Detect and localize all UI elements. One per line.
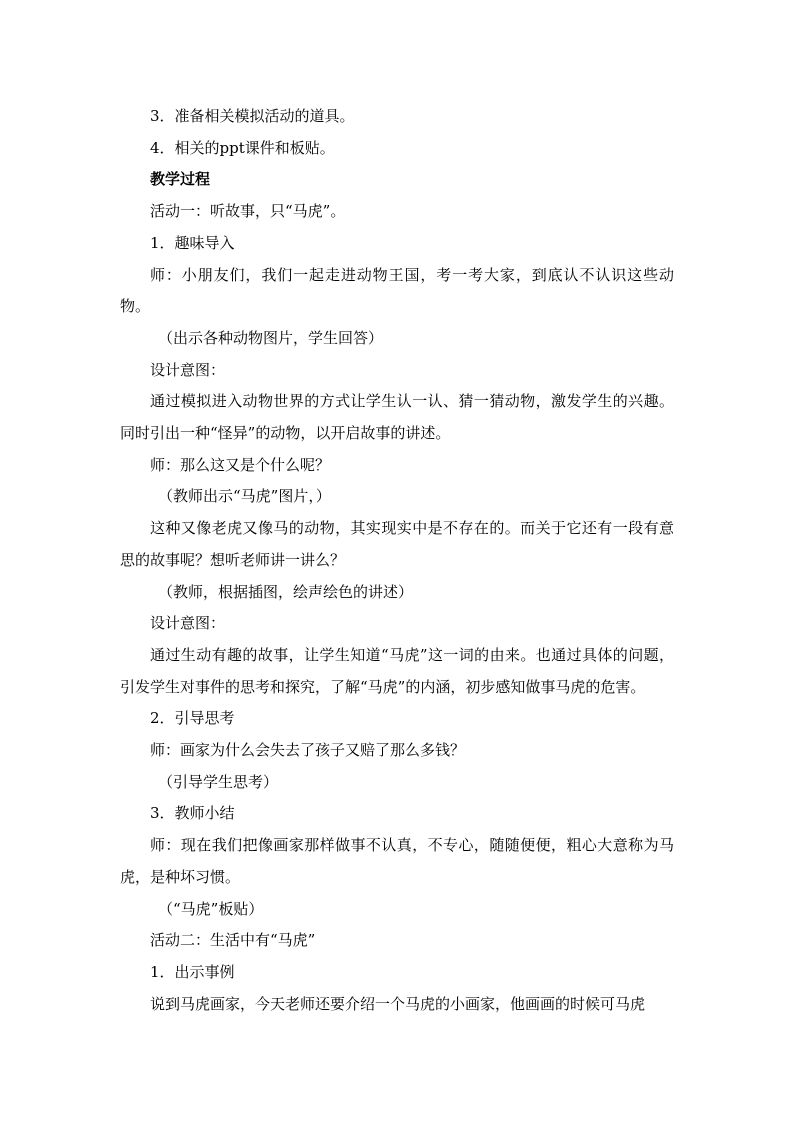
- paragraph: 师：小朋友们，我们一起走进动物王国，考一考大家，到底认不认识这些动物。: [120, 265, 674, 316]
- paragraph: 通过生动有趣的故事，让学生知道“马虎”这一词的由来。也通过具体的问题，引发学生对事件的思考和探究，了解“马虎”的内涵，初步感知做事马虎的危害。: [120, 645, 674, 696]
- paragraph: 2．引导思考: [150, 709, 235, 728]
- paragraph: 设计意图：: [150, 614, 226, 633]
- paragraph: 活动二：生活中有“马虎”: [150, 931, 316, 950]
- paragraph: 1．出示事例: [150, 962, 235, 981]
- paragraph: （教师出示“马虎”图片，）: [158, 487, 331, 506]
- paragraph: 1．趣味导入: [150, 233, 235, 252]
- section-heading: 教学过程: [150, 170, 211, 189]
- paragraph: （教师，根据插图，绘声绘色的讲述）: [158, 582, 414, 601]
- paragraph: 通过模拟进入动物世界的方式让学生认一认、猜一猜动物，激发学生的兴趣。同时引出一种“怪异”的动物，以开启故事的讲述。: [120, 392, 674, 443]
- paragraph: 设计意图：: [150, 360, 226, 379]
- paragraph: 师：现在我们把像画家那样做事不认真，不专心，随随便便，粗心大意称为马虎，是种坏习惯。: [120, 836, 674, 886]
- paragraph: （引导学生思考）: [158, 772, 279, 791]
- paragraph: 3．准备相关模拟活动的道具。: [150, 107, 355, 125]
- paragraph: 3．教师小结: [150, 804, 235, 823]
- paragraph: （出示各种动物图片，学生回答）: [158, 328, 384, 347]
- paragraph: 说到马虎画家，今天老师还要介绍一个马虎的小画家，他画画的时候可马虎: [150, 994, 646, 1013]
- paragraph: （“马虎”板贴）: [158, 899, 264, 918]
- paragraph: 师：那么这又是个什么呢？: [150, 455, 331, 474]
- paragraph: 师：画家为什么会失去了孩子又赔了那么多钱？: [150, 741, 466, 760]
- paragraph: 这种又像老虎又像马的动物，其实现实中是不存在的。而关于它还有一段有意思的故事呢？想听老师讲一讲么？: [120, 519, 674, 569]
- paragraph: 4．相关的ppt课件和板贴。: [150, 138, 335, 157]
- paragraph: 活动一：听故事，只“马虎”。: [150, 202, 346, 221]
